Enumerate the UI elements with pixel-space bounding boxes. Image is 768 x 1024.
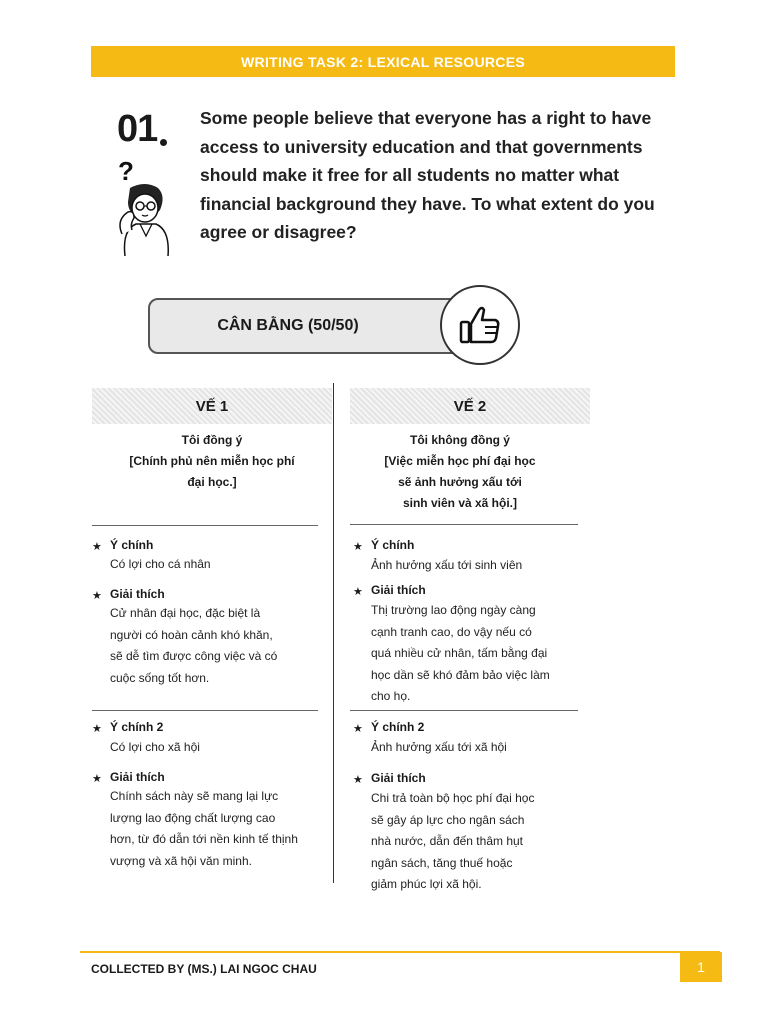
left-point-3-label: Ý chính 2 <box>110 720 164 734</box>
thumb-circle <box>440 285 520 365</box>
star-icon: ★ <box>353 541 363 553</box>
text-line: người có hoàn cảnh khó khăn, <box>110 627 273 642</box>
right-point-4-label: Giải thích <box>371 771 426 785</box>
text-line: nhà nước, dẫn đến thâm hụt <box>371 834 524 848</box>
left-subtitle <box>92 430 332 493</box>
text-line: Chi trả toàn bộ học phí đại học <box>371 791 535 805</box>
footer-line <box>80 951 720 953</box>
right-title-text: VẾ 2 <box>453 397 487 415</box>
page-number <box>680 952 722 982</box>
header-bar <box>91 46 675 77</box>
header-title: WRITING TASK 2: LEXICAL RESOURCES <box>241 53 525 70</box>
text-line: cho họ. <box>371 689 411 703</box>
balance-box <box>148 298 468 354</box>
question-number-dot <box>160 139 167 146</box>
right-point-2-text <box>371 600 591 708</box>
right-point-1-text: Ảnh hưởng xấu tới sinh viên <box>371 558 523 572</box>
left-point-2-label: Giải thích <box>110 587 165 601</box>
right-point-3-text: Ảnh hưởng xấu tới xã hội <box>371 740 507 754</box>
star-icon: ★ <box>92 541 102 553</box>
question-number: 01 <box>117 108 158 150</box>
right-subtitle-1: Tôi không đồng ý <box>410 433 510 447</box>
right-side-title <box>350 388 590 424</box>
right-subtitle-4: sinh viên và xã hội.] <box>402 496 518 510</box>
balance-label: CÂN BẰNG (50/50) <box>217 317 359 334</box>
page-number-text: 1 <box>697 959 705 975</box>
question-text: Some people believe that everyone has a right to have access to university education and that governments should make it free for all students no matter what financial background they have. To what extent do you agree or disagree? <box>200 108 655 242</box>
left-point-1-label: Ý chính <box>110 538 154 552</box>
right-point-1-label: Ý chính <box>371 538 415 552</box>
left-title-text: VẾ 1 <box>195 397 229 415</box>
right-subtitle-3: sẽ ảnh hưởng xấu tới <box>398 475 522 489</box>
text-line: lượng lao động chất lượng cao <box>110 810 276 825</box>
text-line: học dần sẽ khó đảm bảo việc làm <box>371 667 550 682</box>
right-subtitle-2: [Việc miễn học phí đại học <box>384 454 536 468</box>
text-line: vượng và xã hội văn minh. <box>110 853 252 868</box>
svg-text:?: ? <box>118 158 134 186</box>
footer-credit: COLLECTED BY (MS.) LAI NGOC CHAU <box>91 962 317 976</box>
left-subtitle-3: đại học.] <box>187 475 237 489</box>
text-line: Chính sách này sẽ mang lại lực <box>110 789 279 803</box>
text-line: cuộc sống tốt hơn. <box>110 670 210 685</box>
left-point-3-text: Có lợi cho xã hội <box>110 740 200 754</box>
left-point-2-text <box>110 603 330 689</box>
text-line: ngân sách, tăng thuế hoặc <box>371 855 513 870</box>
left-side-title <box>92 388 332 424</box>
left-point-4-text <box>110 786 330 872</box>
star-icon: ★ <box>92 773 102 785</box>
star-icon: ★ <box>353 774 363 786</box>
left-subtitle-1: Tôi đồng ý <box>181 433 243 447</box>
thinking-student-icon <box>100 158 180 258</box>
left-point-4-label: Giải thích <box>110 770 165 784</box>
text-line: Thị trường lao động ngày càng <box>371 603 536 617</box>
text-line: hơn, từ đó dẫn tới nền kinh tế thịnh <box>110 832 298 846</box>
right-separator-1 <box>350 524 578 525</box>
thumbs-up-icon <box>455 300 505 350</box>
text-line: sẽ dễ tìm được công việc và có <box>110 649 278 663</box>
star-icon: ★ <box>92 723 102 735</box>
right-point-4-text <box>371 788 591 896</box>
right-subtitle <box>340 430 580 514</box>
star-icon: ★ <box>353 723 363 735</box>
text-line: sẽ gây áp lực cho ngân sách <box>371 812 525 827</box>
left-separator-2 <box>92 710 318 711</box>
text-line: giảm phúc lợi xã hội. <box>371 877 482 891</box>
text-line: Cử nhân đại học, đặc biệt là <box>110 606 261 620</box>
right-point-3-label: Ý chính 2 <box>371 720 425 734</box>
column-divider <box>333 383 334 883</box>
star-icon: ★ <box>353 586 363 598</box>
star-icon: ★ <box>92 590 102 602</box>
text-line: cạnh tranh cao, do vậy nếu có <box>371 624 532 639</box>
left-point-1-text: Có lợi cho cá nhân <box>110 557 211 571</box>
right-point-2-label: Giải thích <box>371 583 426 597</box>
left-separator-1 <box>92 525 318 526</box>
right-separator-2 <box>350 710 578 711</box>
left-subtitle-2: [Chính phủ nên miễn học phí <box>129 454 295 468</box>
text-line: quá nhiều cử nhân, tấm bằng đại <box>371 646 548 660</box>
